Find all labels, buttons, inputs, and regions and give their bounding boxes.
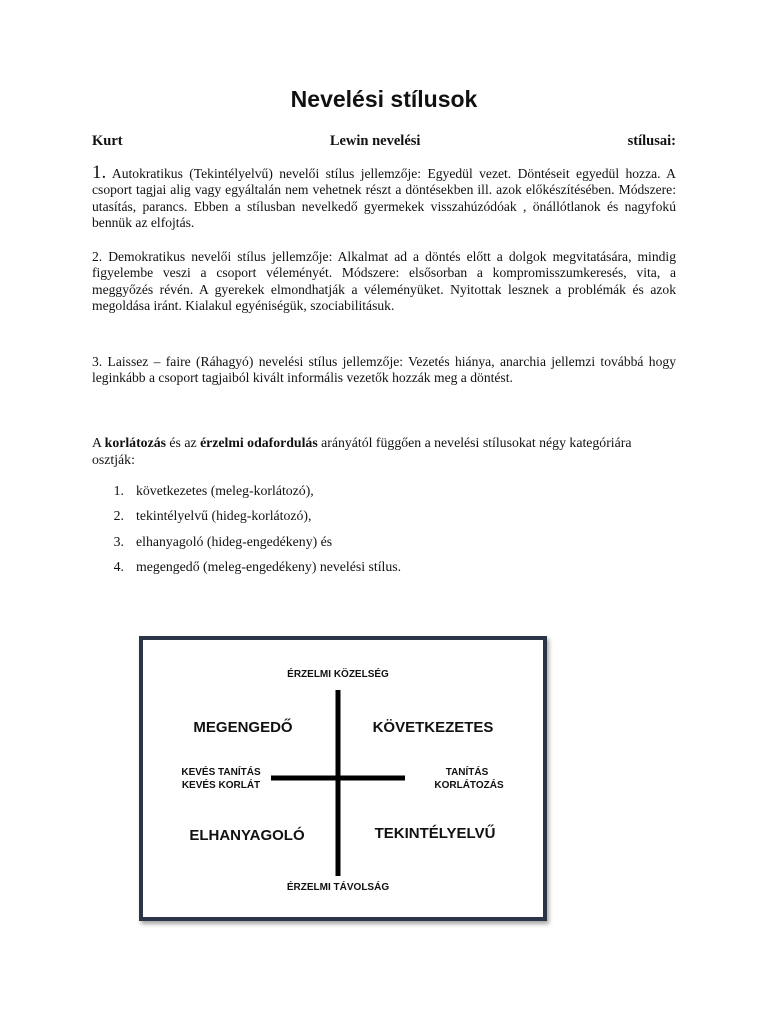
paragraph-autocratic	[92, 162, 677, 232]
diagram-svg	[143, 640, 543, 917]
list-item-number: 3.	[113, 533, 124, 549]
quadrant-top-right: KÖVETKEZETES	[372, 719, 494, 736]
categories-intro	[92, 434, 676, 468]
axis-label-left-line1: KEVÉS TANÍTÁS	[181, 767, 261, 778]
intro-bold-restriction: korlátozás	[104, 435, 166, 450]
subtitle-middle: Lewin nevelési	[329, 133, 421, 149]
list-item-text: elhanyagoló (hideg-engedékeny) és	[136, 533, 333, 549]
list-item	[92, 534, 401, 559]
list-item-text: megengedő (meleg-engedékeny) nevelési stílus.	[136, 558, 402, 574]
list-item-number: 4.	[113, 558, 124, 574]
list-item-number: 2.	[113, 508, 124, 524]
axis-label-bottom: ÉRZELMI TÁVOLSÁG	[286, 882, 390, 893]
intro-prefix: A	[92, 435, 105, 450]
intro-middle: és az	[165, 435, 201, 450]
list-item-text: következetes (meleg-korlátozó),	[136, 483, 314, 498]
quadrant-bottom-left: ELHANYAGOLÓ	[189, 827, 305, 844]
subtitle	[92, 133, 676, 150]
subtitle-right: stílusai:	[627, 133, 676, 149]
paragraph-democratic: 2. Demokratikus nevelői stílus jellemzője: Alkalmat ad a döntés előtt a dolgok megvitatására, mindig figyelembe veszi a csoport véleményét. Módszere: elsősorban a kompromisszumkeresés, vita, a meggyőzés révén. A gyerekek elmondhatják a véleményüket. Nyitottak lesznek a problémák és azok megoldása iránt. Kialakul egyéniségük, szociabilitásuk.	[92, 249, 676, 314]
axis-label-right-line2: KORLÁTOZÁS	[434, 780, 504, 791]
axis-label-left-line2: KEVÉS KORLÁT	[181, 780, 261, 791]
axis-label-right-line1: TANÍTÁS	[445, 767, 489, 778]
quadrant-bottom-right: TEKINTÉLYELVŰ	[374, 825, 496, 842]
list-item-number: 1.	[113, 483, 124, 498]
paragraph-number: 1.	[92, 162, 107, 183]
axis-label-top: ÉRZELMI KÖZELSÉG	[287, 669, 389, 680]
quadrant-top-left: MEGENGEDŐ	[193, 719, 293, 736]
intro-bold-emotional: érzelmi odafordulás	[200, 435, 318, 450]
list-item	[92, 508, 401, 533]
list-item	[92, 483, 401, 508]
page-title: Nevelési stílusok	[290, 86, 478, 112]
intro-suffix: arányától függően a nevelési stílusokat négy kategóriára osztják:	[92, 435, 632, 467]
paragraph-text: Autokratikus (Tekintélyelvű) nevelői stílus jellemzője: Egyedül vezet. Döntéseit egyedül hozza. A csoport tagjai alig vagy egyáltalán nem vehetnek részt a döntésekben ill. azok előkészítésében. Módszere: utasítás, parancs. Ebben a stílusban nevelkedő gyermekek visszahúzódóak , önállótlanok és nagyfokú bennük az elfojtás.	[92, 166, 677, 231]
parenting-styles-diagram	[139, 636, 547, 921]
list-item	[92, 559, 401, 584]
styles-list	[92, 483, 401, 584]
subtitle-left: Kurt	[92, 133, 123, 149]
paragraph-laissez-faire: 3. Laissez – faire (Ráhagyó) nevelési stílus jellemzője: Vezetés hiánya, anarchia jellemzi továbbá hogy leginkább a csoport tagjaiból kivált informális vezetők hozzák meg a döntést.	[92, 354, 676, 386]
list-item-text: tekintélyelvű (hideg-korlátozó),	[136, 508, 312, 524]
